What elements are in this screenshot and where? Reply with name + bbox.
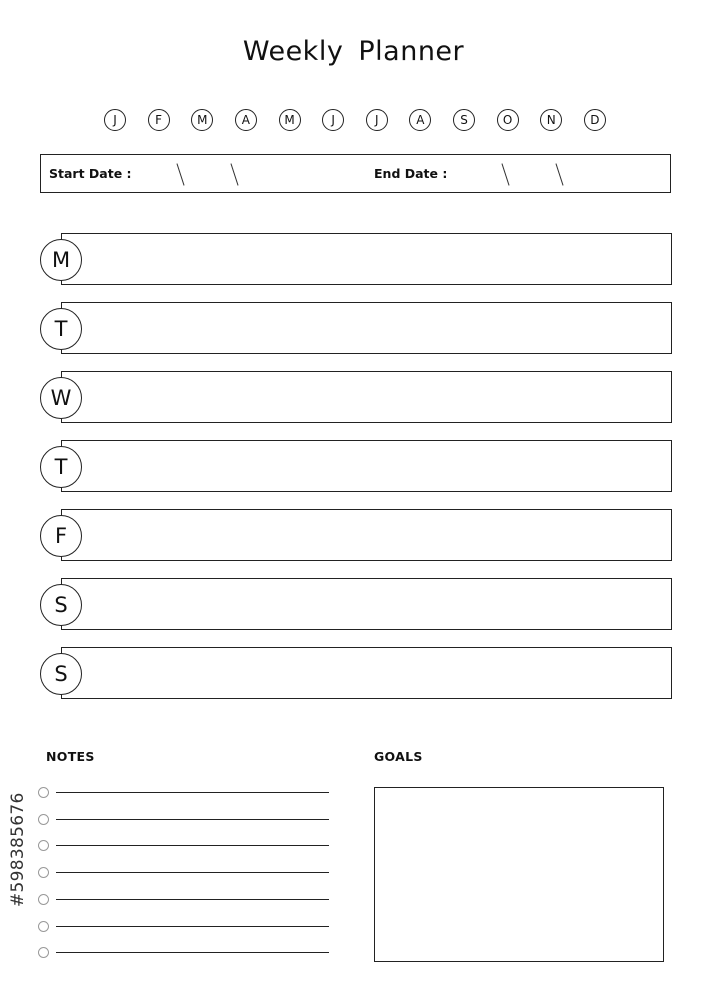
day-row-thursday xyxy=(40,440,672,492)
page-title: Weekly Planner xyxy=(242,36,465,67)
month-circle-jan[interactable]: J xyxy=(104,109,126,131)
month-circle-apr[interactable]: A xyxy=(235,109,257,131)
note-rule xyxy=(56,819,329,820)
day-entry-box[interactable] xyxy=(61,578,672,630)
day-row-monday xyxy=(40,233,672,285)
day-label: S xyxy=(40,653,82,695)
month-circle-oct[interactable]: O xyxy=(497,109,519,131)
date-range-bar xyxy=(40,154,671,193)
goals-title: GOALS xyxy=(374,749,423,764)
note-rule xyxy=(56,845,329,846)
day-label: T xyxy=(40,308,82,350)
note-rule xyxy=(56,872,329,873)
month-circle-nov[interactable]: N xyxy=(540,109,562,131)
day-label: T xyxy=(40,446,82,488)
stock-id-watermark: #598385676 xyxy=(8,792,28,908)
month-circle-mar[interactable]: M xyxy=(191,109,213,131)
note-checkbox[interactable] xyxy=(38,894,49,905)
end-date-separator-1 xyxy=(501,163,509,185)
day-entry-box[interactable] xyxy=(61,647,672,699)
day-row-friday xyxy=(40,509,672,561)
day-label: S xyxy=(40,584,82,626)
note-line[interactable] xyxy=(38,947,329,959)
note-rule xyxy=(56,899,329,900)
day-entry-box[interactable] xyxy=(61,371,672,423)
day-row-wednesday xyxy=(40,371,672,423)
note-checkbox[interactable] xyxy=(38,947,49,958)
start-date-label: Start Date : xyxy=(49,166,132,181)
note-checkbox[interactable] xyxy=(38,840,49,851)
month-selector xyxy=(104,109,606,133)
day-entry-box[interactable] xyxy=(61,509,672,561)
note-rule xyxy=(56,792,329,793)
month-circle-may[interactable]: M xyxy=(279,109,301,131)
note-rule xyxy=(56,926,329,927)
month-circle-feb[interactable]: F xyxy=(148,109,170,131)
note-checkbox[interactable] xyxy=(38,867,49,878)
month-circle-sep[interactable]: S xyxy=(453,109,475,131)
day-row-sunday xyxy=(40,647,672,699)
month-circle-jul[interactable]: J xyxy=(366,109,388,131)
note-line[interactable] xyxy=(38,894,329,906)
note-checkbox[interactable] xyxy=(38,921,49,932)
month-circle-aug[interactable]: A xyxy=(409,109,431,131)
day-entry-box[interactable] xyxy=(61,440,672,492)
end-date-separator-2 xyxy=(555,163,563,185)
note-line[interactable] xyxy=(38,787,329,799)
day-row-saturday xyxy=(40,578,672,630)
note-line[interactable] xyxy=(38,921,329,933)
note-checkbox[interactable] xyxy=(38,814,49,825)
day-label: W xyxy=(40,377,82,419)
day-row-tuesday xyxy=(40,302,672,354)
note-line[interactable] xyxy=(38,814,329,826)
day-entry-box[interactable] xyxy=(61,302,672,354)
end-date-label: End Date : xyxy=(374,166,448,181)
note-checkbox[interactable] xyxy=(38,787,49,798)
note-line[interactable] xyxy=(38,840,329,852)
start-date-separator-2 xyxy=(230,163,238,185)
note-rule xyxy=(56,952,329,953)
day-label: M xyxy=(40,239,82,281)
day-label: F xyxy=(40,515,82,557)
start-date-separator-1 xyxy=(176,163,184,185)
notes-title: NOTES xyxy=(46,749,95,764)
month-circle-jun[interactable]: J xyxy=(322,109,344,131)
month-circle-dec[interactable]: D xyxy=(584,109,606,131)
day-entry-box[interactable] xyxy=(61,233,672,285)
note-line[interactable] xyxy=(38,867,329,879)
goals-box[interactable] xyxy=(374,787,664,962)
